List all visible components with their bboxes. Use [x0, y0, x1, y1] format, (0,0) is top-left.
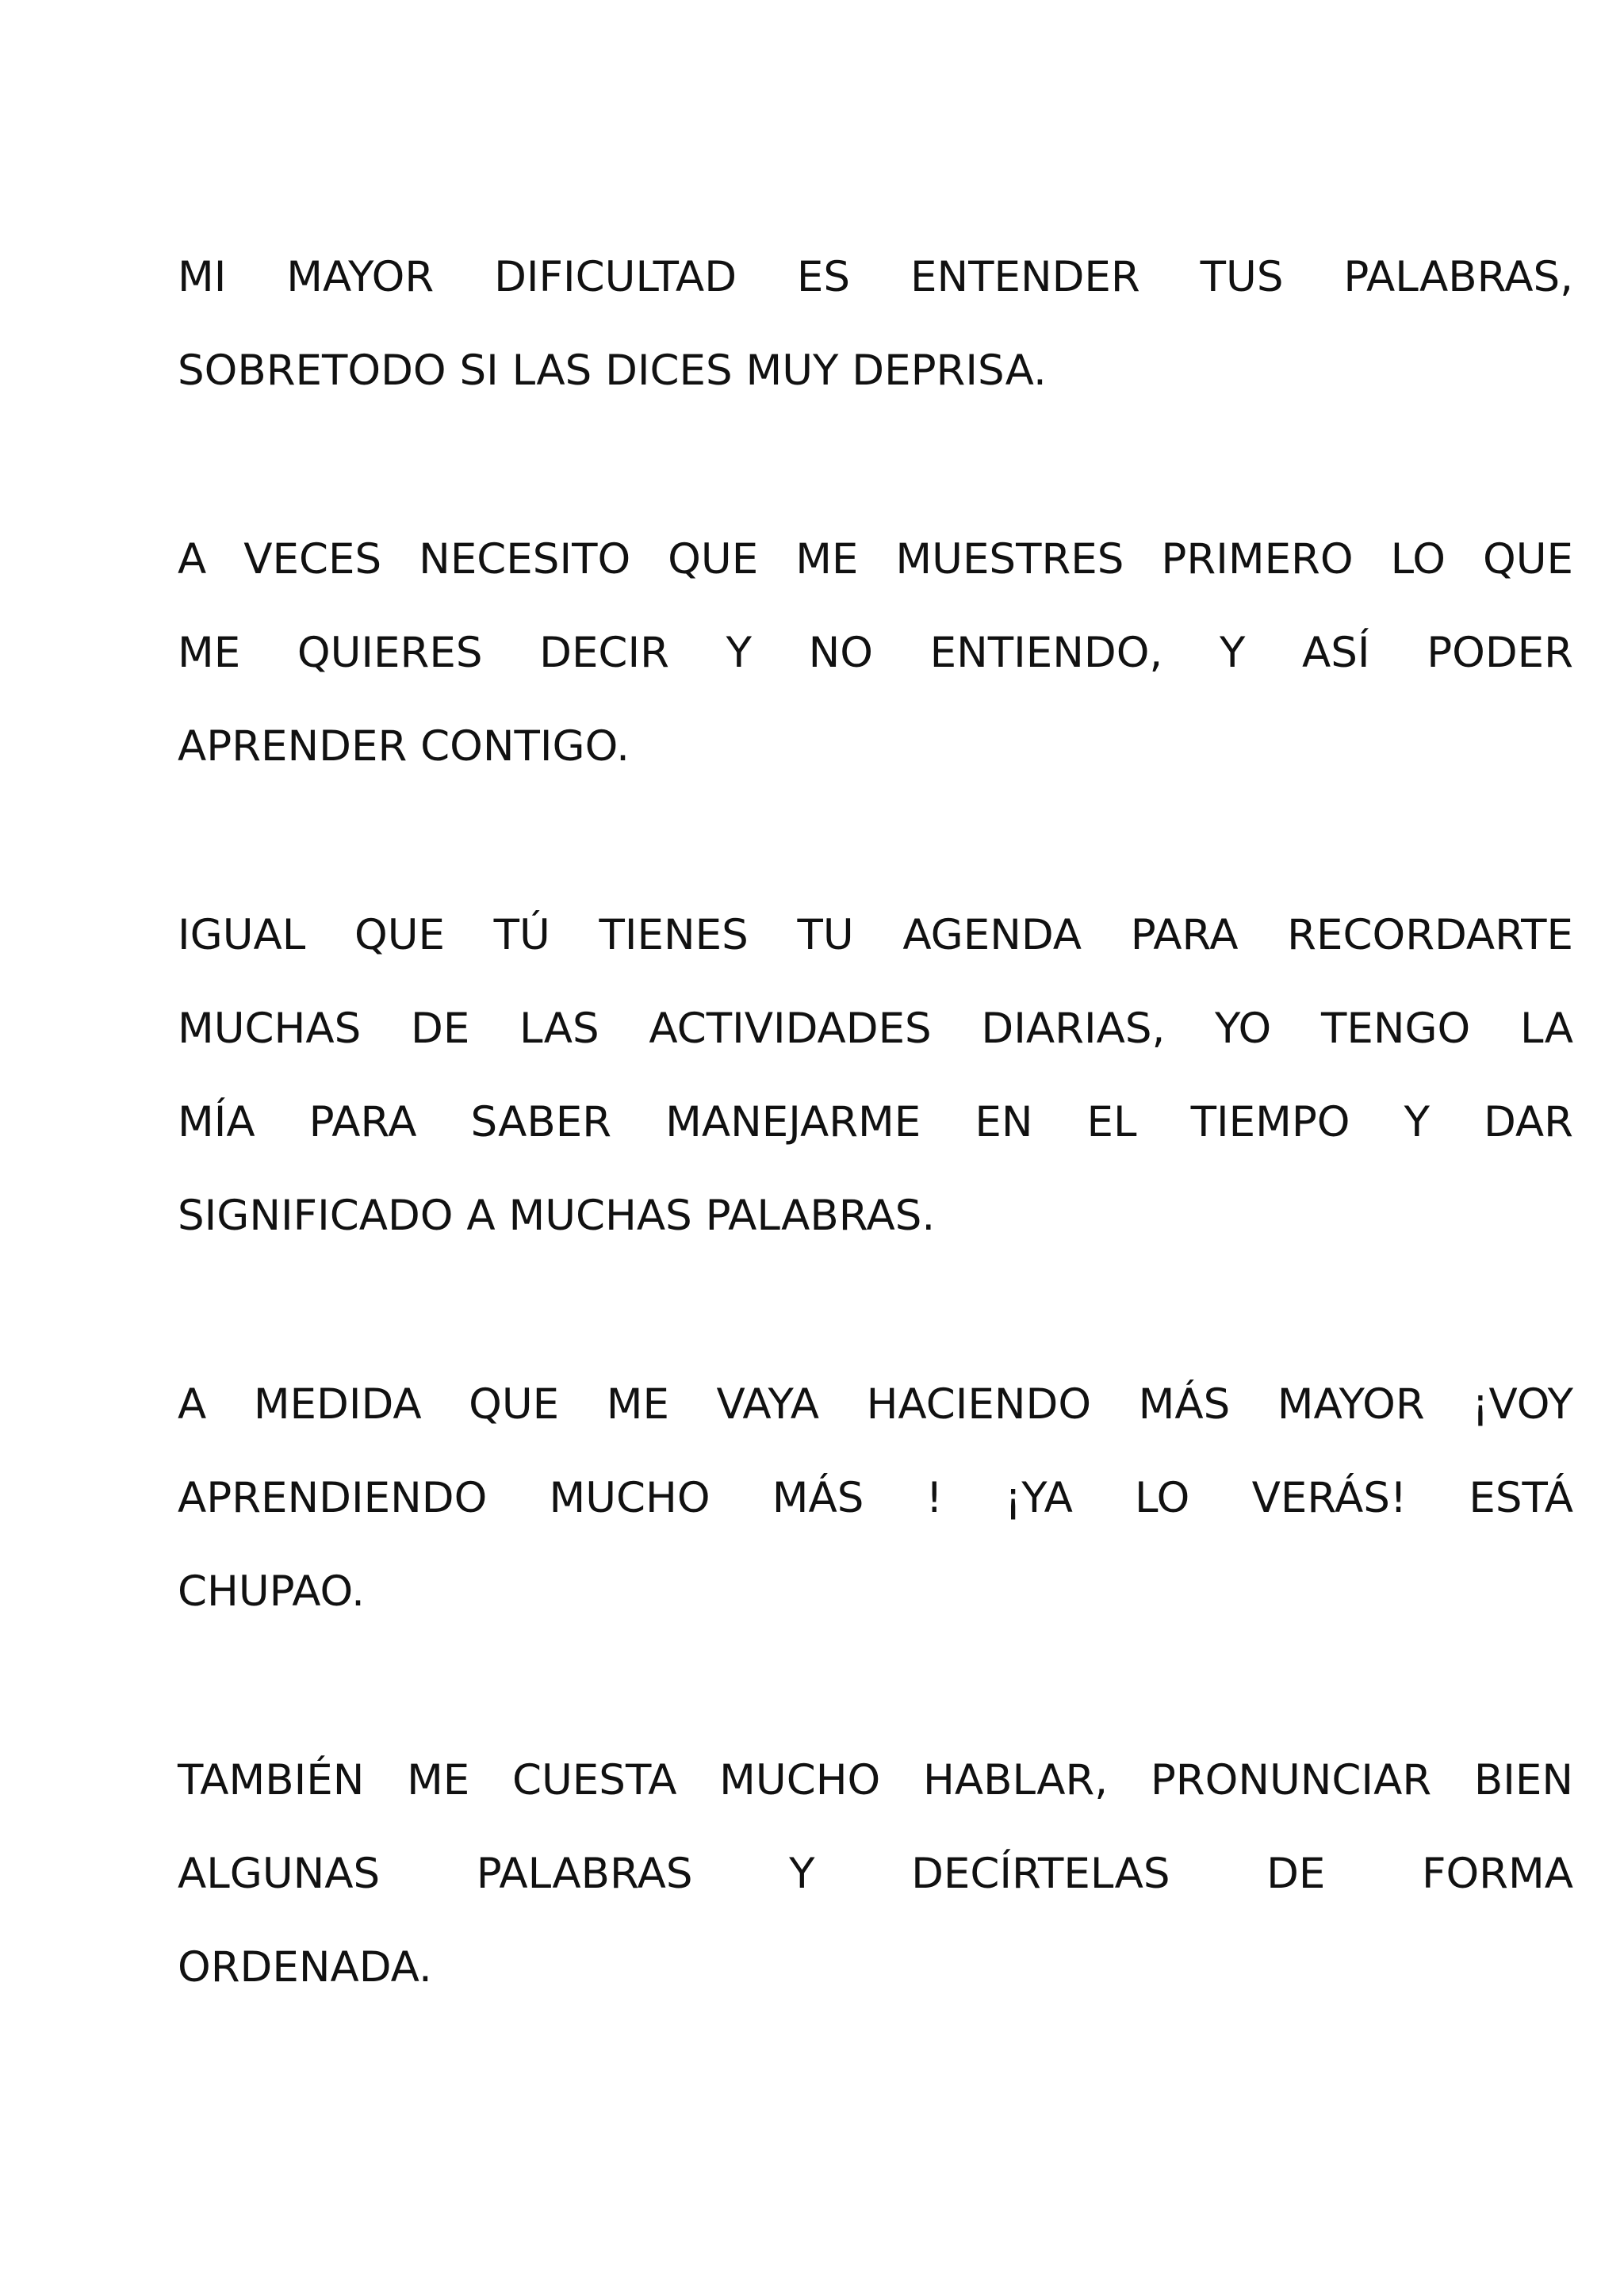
- text-line: ALGUNAS PALABRAS Y DECÍRTELAS DE FORMA: [178, 1850, 1573, 1898]
- text-line: SOBRETODO SI LAS DICES MUY DEPRISA.: [178, 346, 1047, 395]
- text-line: ME QUIERES DECIR Y NO ENTIENDO, Y ASÍ PODER: [178, 629, 1573, 677]
- text-line: TAMBIÉN ME CUESTA MUCHO HABLAR, PRONUNCIAR BIEN: [178, 1756, 1573, 1804]
- text-line: MUCHAS DE LAS ACTIVIDADES DIARIAS, YO TENGO LA: [178, 1004, 1573, 1053]
- text-line: CHUPAO.: [178, 1567, 365, 1616]
- text-line: MÍA PARA SABER MANEJARME EN EL TIEMPO Y DAR: [178, 1098, 1573, 1146]
- text-line: ORDENADA.: [178, 1943, 432, 1992]
- text-line: SIGNIFICADO A MUCHAS PALABRAS.: [178, 1192, 936, 1240]
- text-line: MI MAYOR DIFICULTAD ES ENTENDER TUS PALABRAS,: [178, 253, 1573, 301]
- text-line: APRENDIENDO MUCHO MÁS ! ¡YA LO VERÁS! ESTÁ: [178, 1474, 1573, 1522]
- text-line: A MEDIDA QUE ME VAYA HACIENDO MÁS MAYOR ¡VOY: [178, 1380, 1573, 1429]
- text-line: A VECES NECESITO QUE ME MUESTRES PRIMERO LO QUE: [178, 535, 1573, 584]
- text-line: APRENDER CONTIGO.: [178, 722, 630, 771]
- text-line: IGUAL QUE TÚ TIENES TU AGENDA PARA RECORDARTE: [178, 911, 1573, 959]
